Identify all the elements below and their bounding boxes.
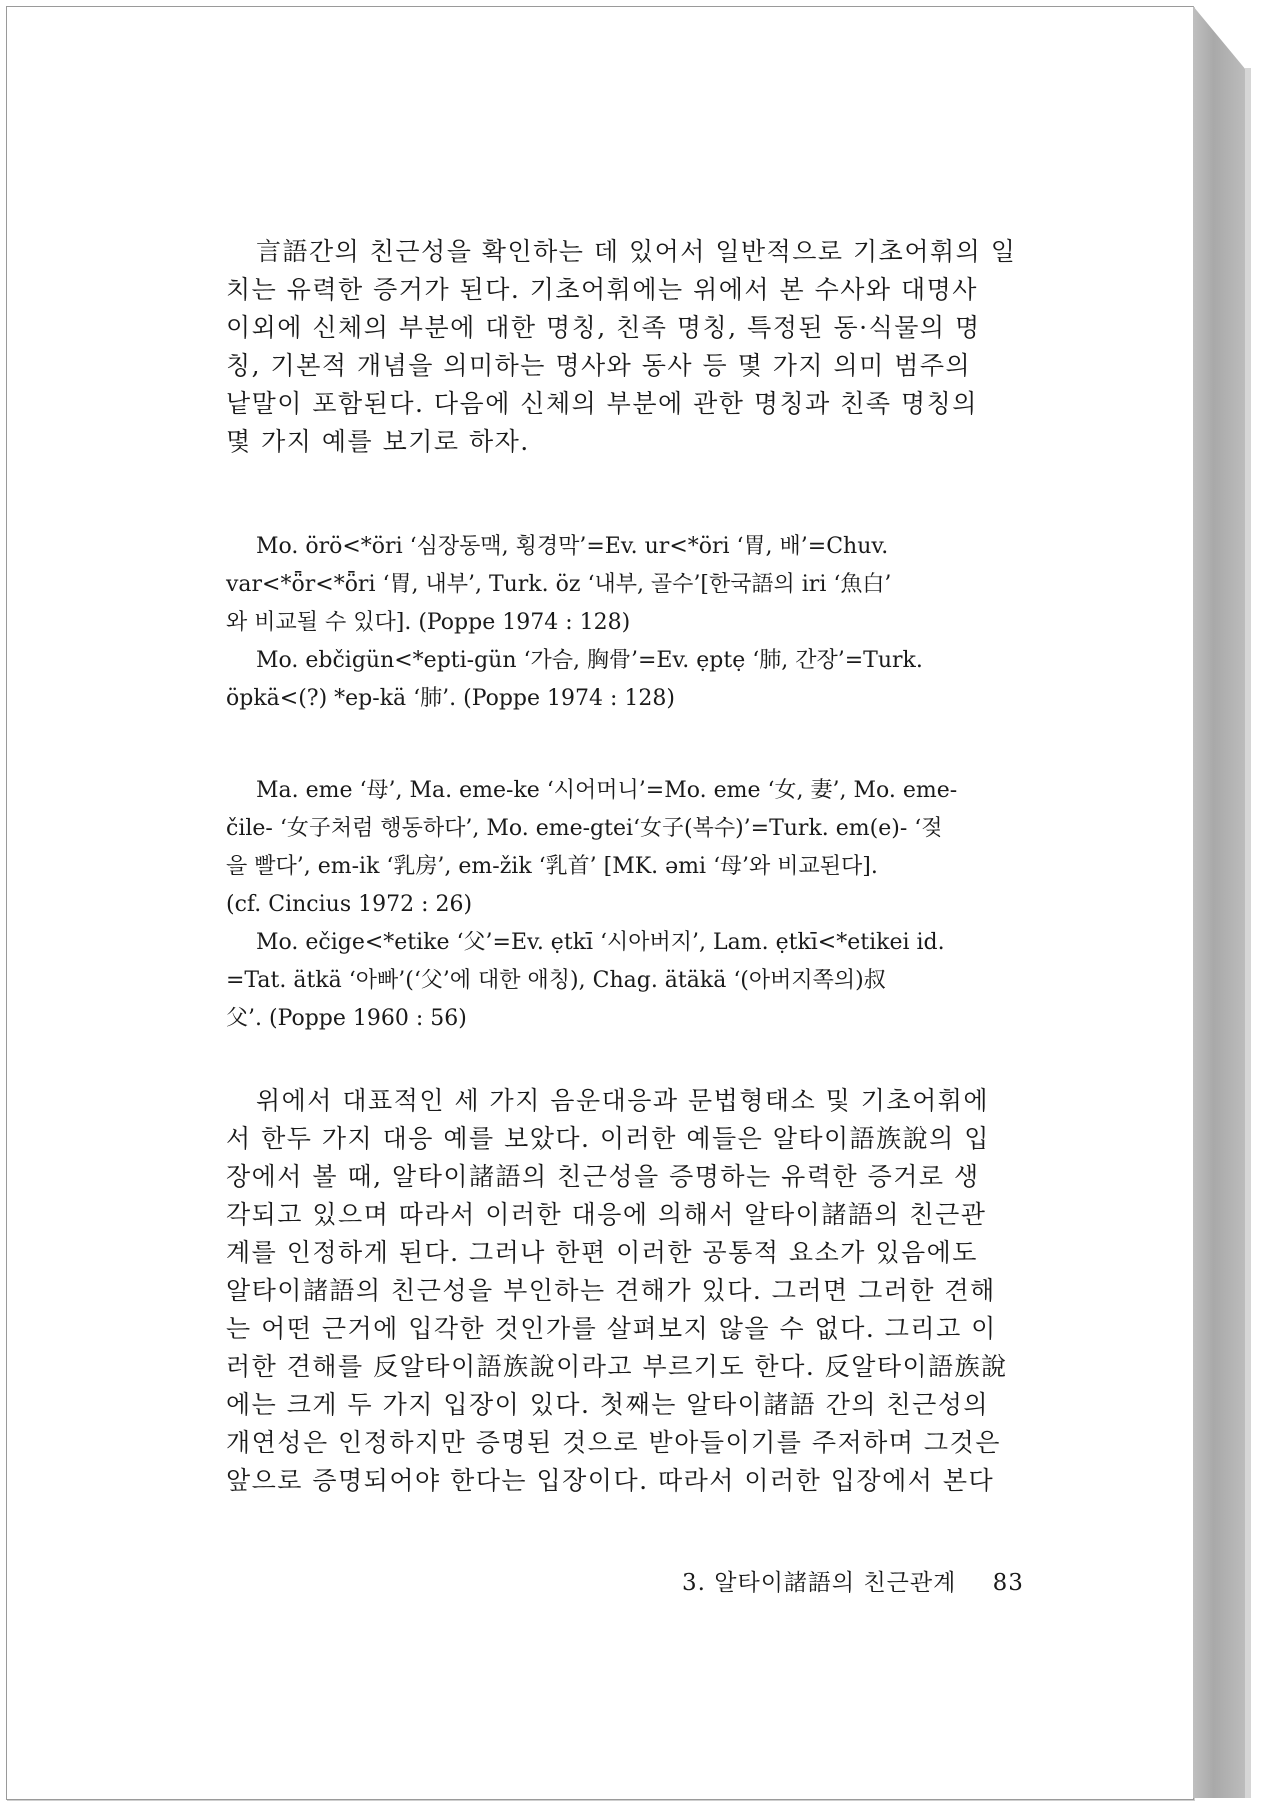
text-line: 낱말이 포함된다. 다음에 신체의 부분에 관한 명칭과 친족 명칭의 xyxy=(226,389,978,418)
text-line: 개연성은 인정하지만 증명된 것으로 받아들이기를 주저하며 그것은 xyxy=(226,1428,1001,1457)
text-line: 몇 가지 예를 보기로 하자. xyxy=(226,427,530,456)
text-line: 치는 유력한 증거가 된다. 기초어휘에는 위에서 본 수사와 대명사 xyxy=(226,275,978,304)
text-line: 장에서 볼 때, 알타이諸語의 친근성을 증명하는 유력한 증거로 생 xyxy=(226,1162,980,1191)
text-line: (cf. Cincius 1972 : 26) xyxy=(226,892,473,917)
text-line: 칭, 기본적 개념을 의미하는 명사와 동사 등 몇 가지 의미 범주의 xyxy=(226,351,972,380)
text-line: Ma. eme ‘母’, Ma. eme-ke ‘시어머니’=Mo. eme ‘女, 妻’, Mo. eme- xyxy=(256,778,958,803)
paragraph-1-text xyxy=(226,233,1038,461)
text-line: var<*ȫr<*ȫri ‘胃, 내부’, Turk. öz ‘내부, 골수’[한국語의 iri ‘魚白’ xyxy=(226,572,892,597)
text-line: 서 한두 가지 대응 예를 보았다. 이러한 예들은 알타이語族說의 입 xyxy=(226,1124,990,1153)
text-line: =Tat. ätkä ‘아빠’(‘父’에 대한 애칭), Chag. ätäkä ‘(아버지쪽의)叔 xyxy=(226,968,886,993)
text-line: 父’. (Poppe 1960 : 56) xyxy=(226,1006,467,1031)
text-line: 앞으로 증명되어야 한다는 입장이다. 따라서 이러한 입장에서 본다 xyxy=(226,1466,995,1495)
examples-block-1 xyxy=(226,528,1038,718)
paragraph-2-text xyxy=(226,1082,1038,1500)
text-line: Mo. ečige<*etike ‘父’=Ev. ẹtkī ‘시아버지’, Lam. ẹtkī<*etikei id. xyxy=(256,930,945,955)
text-line: 알타이諸語의 친근성을 부인하는 견해가 있다. 그러면 그러한 견해 xyxy=(226,1276,996,1305)
paragraph-1 xyxy=(226,233,1038,461)
examples-1-text xyxy=(226,528,1038,718)
page-number: 83 xyxy=(992,1570,1024,1596)
text-line: 는 어떤 근거에 입각한 것인가를 살펴보지 않을 수 없다. 그리고 이 xyxy=(226,1314,997,1343)
paragraph-2 xyxy=(226,1082,1038,1500)
text-line: Mo. ebčigün<*epti-gün ‘가슴, 胸骨’=Ev. ẹptẹ ‘肺, 간장’=Turk. xyxy=(256,648,923,673)
running-footer xyxy=(682,1564,1022,1597)
page-edge-shadow xyxy=(1245,68,1251,1798)
text-line: 을 빨다’, em-ik ‘乳房’, em-žik ‘乳首’ [MK. əmi ‘母’와 비교된다]. xyxy=(226,854,878,879)
text-line: 이외에 신체의 부분에 대한 명칭, 친족 명칭, 특정된 동·식물의 명 xyxy=(226,313,981,342)
text-line: 와 비교될 수 있다]. (Poppe 1974 : 128) xyxy=(226,610,631,635)
text-line: Mo. örö<*öri ‘심장동맥, 횡경막’=Ev. ur<*öri ‘胃, 배’=Chuv. xyxy=(256,534,889,559)
text-line: 계를 인정하게 된다. 그러나 한편 이러한 공통적 요소가 있음에도 xyxy=(226,1238,978,1267)
text-line: 言語간의 친근성을 확인하는 데 있어서 일반적으로 기초어휘의 일 xyxy=(256,237,1017,266)
examples-2-text xyxy=(226,772,1038,1038)
chapter-title: 3. 알타이諸語의 친근관계 xyxy=(682,1570,957,1596)
text-line: 에는 크게 두 가지 입장이 있다. 첫째는 알타이諸語 간의 친근성의 xyxy=(226,1390,990,1419)
text-line: öpkä<(?) *ep-kä ‘肺’. (Poppe 1974 : 128) xyxy=(226,686,675,711)
text-line: čile- ‘女子처럼 행동하다’, Mo. eme-gtei‘女子(복수)’=Turk. em(e)- ‘젖 xyxy=(226,816,943,841)
text-line: 각되고 있으며 따라서 이러한 대응에 의해서 알타이諸語의 친근관 xyxy=(226,1200,987,1229)
text-line: 위에서 대표적인 세 가지 음운대응과 문법형태소 및 기초어휘에 xyxy=(256,1086,990,1115)
page-edge xyxy=(1193,6,1245,1798)
examples-block-2 xyxy=(226,772,1038,1038)
text-line: 러한 견해를 反알타이語族說이라고 부르기도 한다. 反알타이語族說 xyxy=(226,1352,1008,1381)
